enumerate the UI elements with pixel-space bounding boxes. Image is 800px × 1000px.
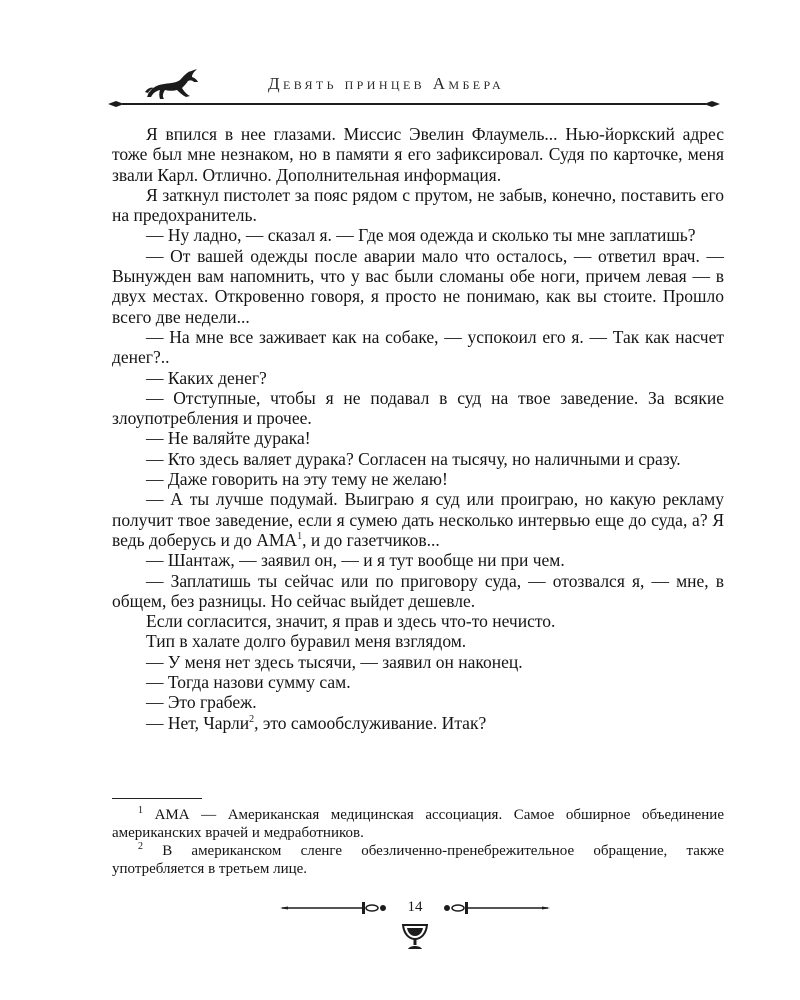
paragraph-text: — А ты лучше подумай. Выиграю я суд или проиграю, но какую рекламу получит твое заведение, если я сумею дать несколько интервью еще до суда, а? Я ведь доберусь и до АМА bbox=[112, 489, 724, 550]
paragraph: — От вашей одежды после аварии мало что осталось, — ответил врач. — Вынужден вам напомнить, что у вас были сломаны обе ноги, причем левая — в двух местах. Откровенно говоря, я просто не понимаю, как вы стоите. Прошло всего две недели... bbox=[112, 245, 724, 327]
footnote bbox=[112, 842, 724, 878]
paragraph: — Шантаж, — заявил он, — и я тут вообще ни при чем. bbox=[146, 550, 565, 571]
paragraph: — Это грабеж. bbox=[146, 692, 257, 713]
paragraph: — У меня нет здесь тысячи, — заявил он наконец. bbox=[146, 651, 523, 672]
paragraph: — Кто здесь валяет дурака? Согласен на тысячу, но наличными и сразу. bbox=[146, 448, 681, 469]
paragraph: — Даже говорить на эту тему не желаю! bbox=[146, 469, 448, 490]
paragraph-text: , это самообслуживание. Итак? bbox=[254, 712, 487, 733]
footnote-rule bbox=[112, 798, 202, 799]
footnote-text: АМА — Американская медицинская ассоциация. Самое обширное объединение американских врачей и медработников. bbox=[112, 807, 724, 841]
page-number: 14 bbox=[407, 899, 423, 915]
unicorn-icon bbox=[142, 68, 200, 102]
chalice-icon bbox=[400, 922, 430, 952]
paragraph: — Тогда назови сумму сам. bbox=[146, 672, 351, 693]
paragraph-text: , и до газетчиков... bbox=[302, 529, 440, 550]
paragraph-with-footnote bbox=[112, 713, 724, 733]
body-text bbox=[112, 124, 724, 733]
paragraph-text: — Нет, Чарли bbox=[146, 712, 250, 733]
paragraph: Я заткнул пистолет за пояс рядом с прутом, не забыв, конечно, поставить его на предохранитель. bbox=[112, 184, 724, 226]
paragraph: Если согласится, значит, я прав и здесь что-то нечисто. bbox=[146, 611, 556, 632]
paragraph: — Заплатишь ты сейчас или по приговору суда, — отозвался я, — мне, в общем, без разницы. Но сейчас выйдет дешевле. bbox=[112, 570, 724, 611]
footnote bbox=[112, 806, 724, 842]
footnote-number: 2 bbox=[138, 841, 143, 852]
paragraph: — На мне все заживает как на собаке, — успокоил его я. — Так как насчет денег?.. bbox=[112, 326, 724, 368]
paragraph: Я впился в нее глазами. Миссис Эвелин Флаумель... Нью-йоркский адрес тоже был мне незнаком, но в памяти я его зафиксировал. Судя по карточке, меня звали Карл. Отлично. Дополнительная информация. bbox=[112, 124, 724, 185]
footnote-mark: 1 bbox=[297, 531, 303, 543]
running-header bbox=[108, 56, 720, 112]
footnotes bbox=[112, 798, 724, 878]
paragraph: — Каких денег? bbox=[146, 367, 267, 388]
footnote-number: 1 bbox=[138, 805, 143, 816]
paragraph: — Не валяйте дурака! bbox=[146, 428, 311, 449]
running-title: Девять принцев Амбера bbox=[268, 74, 505, 93]
footnote-mark: 2 bbox=[249, 713, 255, 725]
page-footer bbox=[280, 896, 550, 976]
footnote-text: В американском сленге обезличенно-пренебрежительное обращение, также употребляется в третьем лице. bbox=[112, 843, 724, 877]
paragraph-with-footnote bbox=[112, 489, 724, 550]
paragraph: — Отступные, чтобы я не подавал в суд на твое заведение. За всякие злоупотребления и прочее. bbox=[112, 387, 724, 429]
header-rule bbox=[108, 98, 720, 110]
sword-right-icon bbox=[440, 900, 550, 916]
paragraph: Тип в халате долго буравил меня взглядом. bbox=[146, 631, 467, 652]
paragraph: — Ну ладно, — сказал я. — Где моя одежда и сколько ты мне заплатишь? bbox=[146, 225, 696, 246]
